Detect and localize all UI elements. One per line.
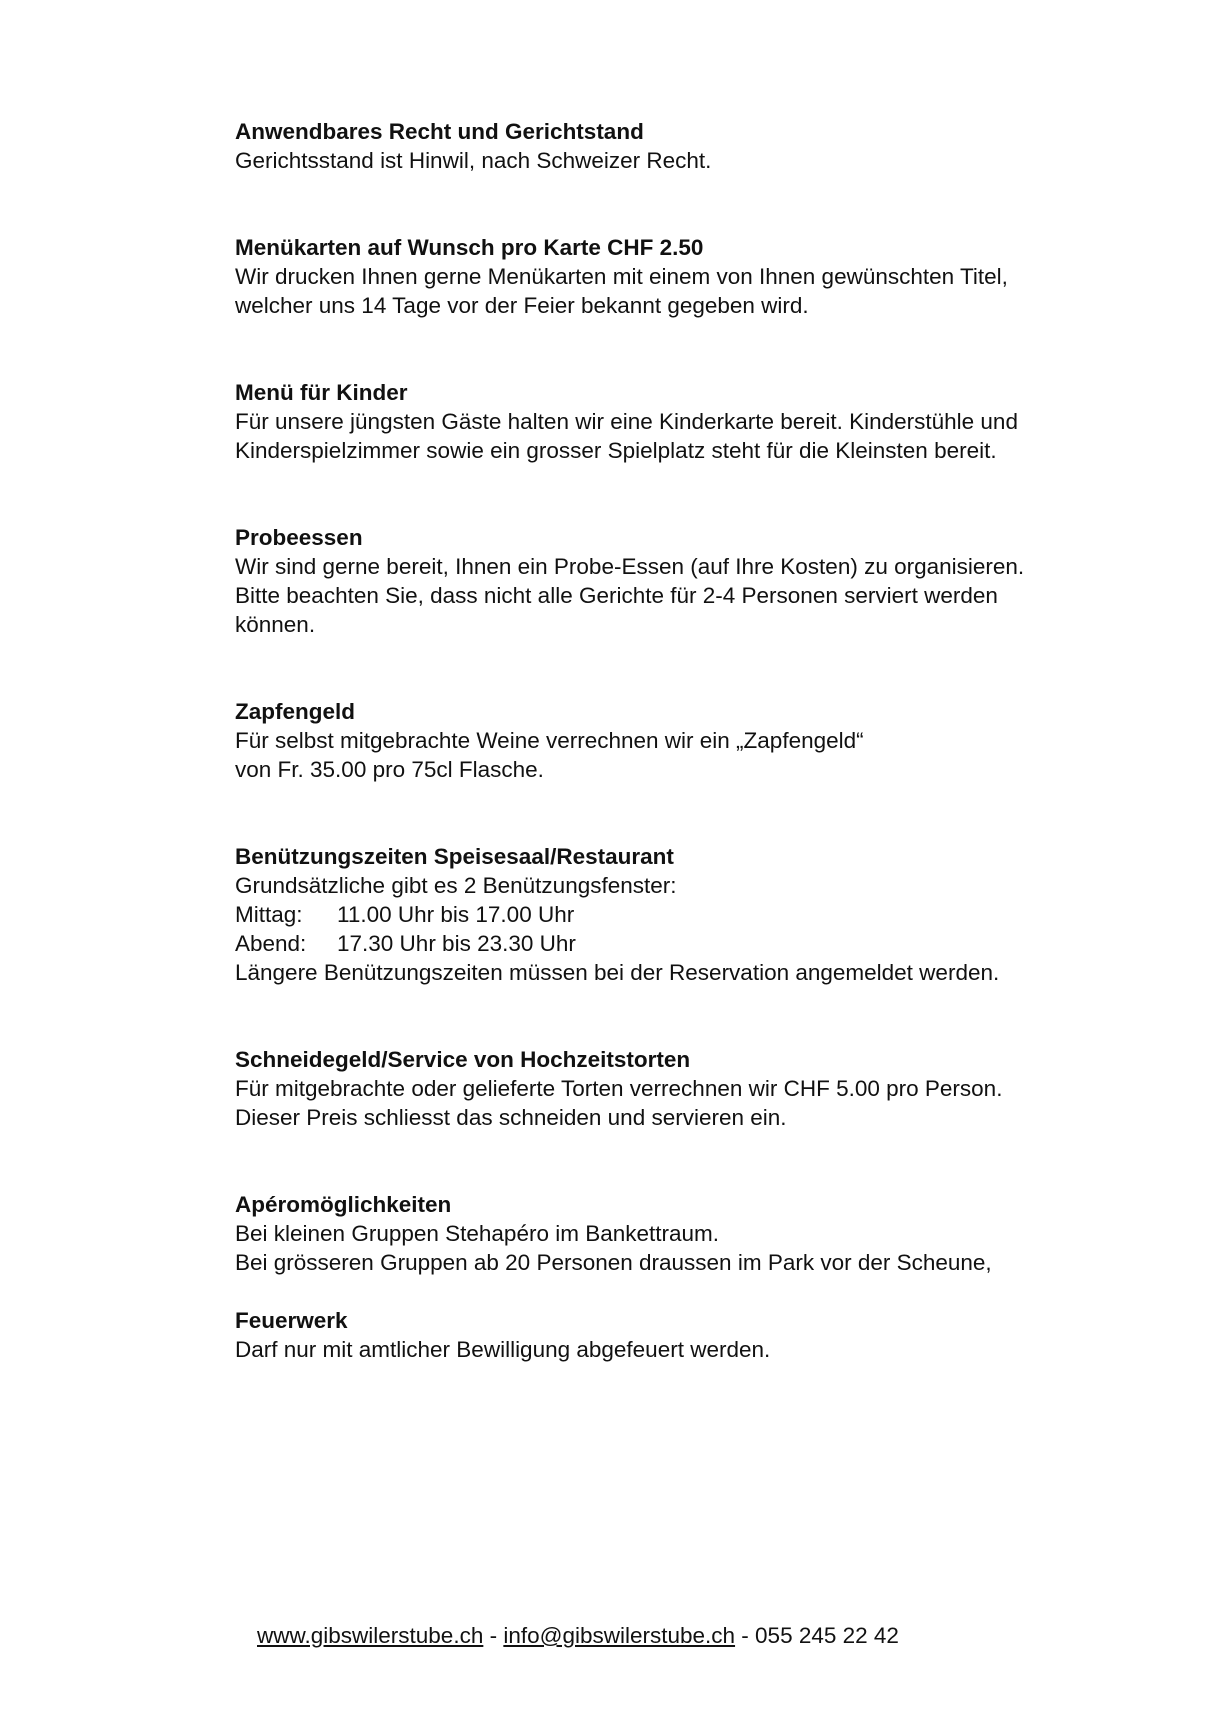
time-value: 17.30 Uhr bis 23.30 Uhr: [337, 931, 576, 956]
section-text: welcher uns 14 Tage vor der Feier bekannt gegeben wird.: [235, 293, 809, 318]
section-text: Für mitgebrachte oder gelieferte Torten verrechnen wir CHF 5.00 pro Person.: [235, 1076, 1003, 1101]
section-apero: [235, 1190, 1135, 1277]
section-text: Längere Benützungszeiten müssen bei der Reservation angemeldet werden.: [235, 960, 1000, 985]
section-kids-menu: [235, 378, 1135, 465]
time-label: Abend:: [235, 931, 307, 956]
email-link[interactable]: info@gibswilerstube.ch: [503, 1623, 736, 1648]
footer-separator: -: [735, 1623, 756, 1648]
section-text: Wir sind gerne bereit, Ihnen ein Probe-Essen (auf Ihre Kosten) zu organisieren.: [235, 554, 1025, 579]
section-heading: Zapfengeld: [235, 699, 356, 724]
footer-separator: -: [483, 1623, 504, 1648]
section-law: [235, 117, 1135, 175]
section-heading: Schneidegeld/Service von Hochzeitstorten: [235, 1047, 691, 1072]
section-heading: Menü für Kinder: [235, 380, 408, 405]
document-body: [235, 117, 1135, 1364]
time-value: 11.00 Uhr bis 17.00 Uhr: [337, 902, 575, 927]
section-text: Für selbst mitgebrachte Weine verrechnen wir ein „Zapfengeld“: [235, 728, 864, 753]
section-usage-times: [235, 842, 1135, 987]
section-text: Gerichtsstand ist Hinwil, nach Schweizer Recht.: [235, 148, 712, 173]
section-text: Bitte beachten Sie, dass nicht alle Gerichte für 2-4 Personen serviert werden: [235, 583, 998, 608]
section-trial-dinner: [235, 523, 1135, 639]
section-heading: Feuerwerk: [235, 1308, 348, 1333]
section-fireworks: [235, 1306, 1135, 1364]
section-heading: Anwendbares Recht und Gerichtstand: [235, 119, 644, 144]
section-text: Darf nur mit amtlicher Bewilligung abgefeuert werden.: [235, 1337, 771, 1362]
section-text: Grundsätzliche gibt es 2 Benützungsfenster:: [235, 873, 677, 898]
section-menu-cards: [235, 233, 1135, 320]
section-text: Wir drucken Ihnen gerne Menükarten mit einem von Ihnen gewünschten Titel,: [235, 264, 1008, 289]
section-heading: Menükarten auf Wunsch pro Karte CHF 2.50: [235, 235, 704, 260]
time-row-lunch: [235, 900, 1135, 929]
section-text: Kinderspielzimmer sowie ein grosser Spielplatz steht für die Kleinsten bereit.: [235, 438, 997, 463]
section-text: Für unsere jüngsten Gäste halten wir eine Kinderkarte bereit. Kinderstühle und: [235, 409, 1018, 434]
section-text: Bei grösseren Gruppen ab 20 Personen draussen im Park vor der Scheune,: [235, 1250, 992, 1275]
phone-number: 055 245 22 42: [755, 1623, 899, 1648]
section-text: Dieser Preis schliesst das schneiden und servieren ein.: [235, 1105, 787, 1130]
section-text: von Fr. 35.00 pro 75cl Flasche.: [235, 757, 544, 782]
section-cake-service: [235, 1045, 1135, 1132]
section-corkage: [235, 697, 1135, 784]
time-label: Mittag:: [235, 902, 303, 927]
footer: [257, 1623, 899, 1649]
website-link[interactable]: www.gibswilerstube.ch: [257, 1623, 484, 1648]
section-text: Bei kleinen Gruppen Stehapéro im Bankettraum.: [235, 1221, 720, 1246]
section-heading: Benützungszeiten Speisesaal/Restaurant: [235, 844, 674, 869]
time-row-evening: [235, 929, 1135, 958]
section-heading: Probeessen: [235, 525, 363, 550]
section-text: können.: [235, 612, 316, 637]
section-heading: Apéromöglichkeiten: [235, 1192, 452, 1217]
